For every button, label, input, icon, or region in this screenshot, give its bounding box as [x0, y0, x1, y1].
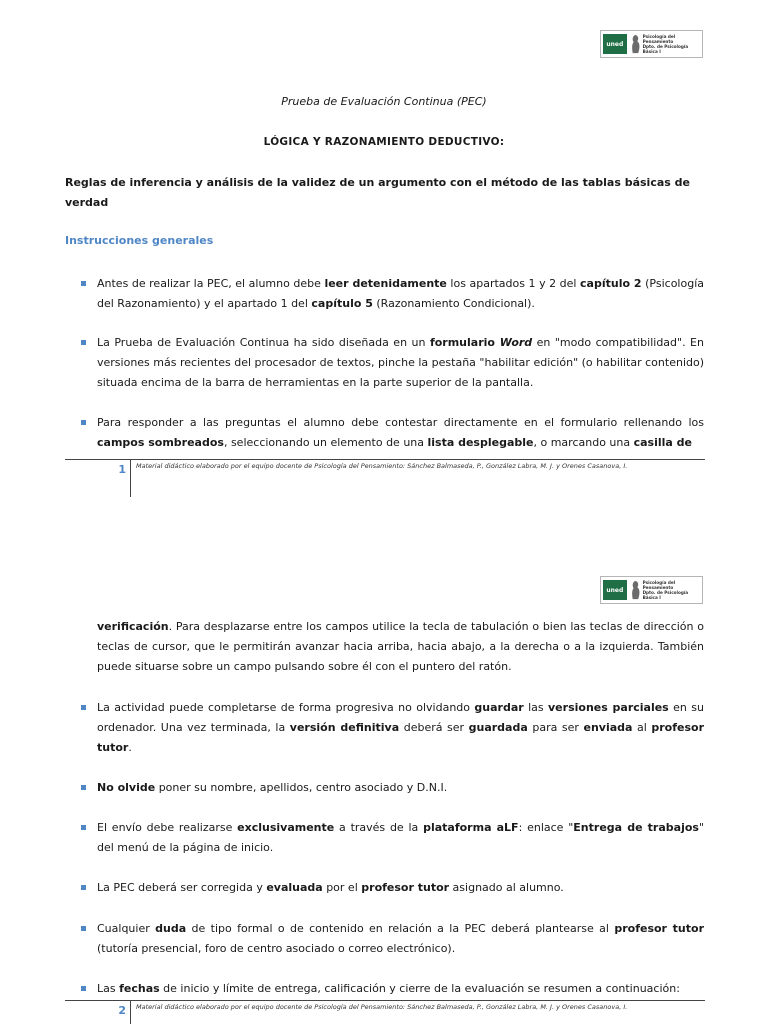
text-bold: No olvide — [97, 781, 156, 794]
text-bold: Entrega de trabajos — [573, 821, 699, 834]
instruction-item-6 — [97, 818, 704, 858]
text: (tutoría presencial, foro de centro asociado o correo electrónico). — [97, 942, 456, 955]
text: " del menú de la página de inicio. — [97, 821, 705, 854]
text: El envío debe realizarse — [97, 821, 238, 834]
bullet-square-icon — [81, 340, 86, 345]
bullet-square-icon — [81, 986, 86, 991]
thinker-figure-icon — [630, 579, 641, 601]
text: , seleccionando un elemento de una — [223, 436, 428, 449]
page-number: 2 — [118, 1004, 126, 1017]
footer-vertical-divider — [130, 459, 131, 497]
bullet-square-icon — [81, 926, 86, 931]
text: deberá ser — [399, 721, 469, 734]
text: de inicio y límite de entrega, calificación y cierre de la evaluación se resumen a continuación: — [159, 982, 680, 995]
text: en "modo compatibilidad". En versiones más recientes del procesador de textos, pinche la pestaña "habilitar edición" (o habilitar contenido) situada encima de la barra de herramientas en la parte superior de la pantalla. — [97, 336, 704, 389]
instruction-item-1 — [97, 274, 704, 314]
text: Las — [97, 982, 120, 995]
text: asignado al alumno. — [449, 881, 564, 894]
pec-title: Prueba de Evaluación Continua (PEC) — [281, 95, 487, 108]
instruction-item-2 — [97, 333, 704, 393]
instruction-item-3-continued — [97, 617, 704, 677]
logo-line-2: Dpto. de Psicología Básica I — [642, 44, 689, 54]
text-bold: profesor tutor — [97, 721, 704, 754]
text-bold: campos sombreados — [97, 436, 224, 449]
bullet-square-icon — [81, 281, 86, 286]
text-bold: plataforma aLF — [423, 821, 519, 834]
text-bold: evaluada — [266, 881, 323, 894]
text-bold: fechas — [119, 982, 160, 995]
logo-department-text — [643, 580, 702, 600]
bullet-square-icon — [81, 705, 86, 710]
text-bold: guardada — [468, 721, 528, 734]
instruction-item-8 — [97, 919, 704, 959]
text: a través de la — [334, 821, 424, 834]
text: para ser — [527, 721, 584, 734]
footer-credit: Material didáctico elaborado por el equipo docente de Psicología del Pensamiento: Sánchez Balmaseda, P., González Labra, M. J. y Orenes Casanova, I. — [136, 1003, 628, 1011]
text-bold: casilla de — [633, 436, 692, 449]
text: (Razonamiento Condicional). — [372, 297, 535, 310]
uned-logo — [600, 30, 703, 58]
instruction-item-7 — [97, 878, 704, 898]
bullet-square-icon — [81, 885, 86, 890]
document-page-2 — [0, 570, 768, 1024]
text: las — [523, 701, 549, 714]
text-bold: verificación — [97, 620, 169, 633]
logo-line-2: Dpto. de Psicología Básica I — [642, 590, 689, 600]
text: , o marcando una — [533, 436, 634, 449]
instruction-item-5 — [97, 778, 704, 798]
text-bold: enviada — [583, 721, 633, 734]
uned-logo — [600, 576, 703, 604]
text: (Psicología del Razonamiento) y el apartado 1 del — [97, 277, 704, 310]
text: al — [632, 721, 652, 734]
text-bold: capítulo 5 — [311, 297, 373, 310]
text-bold: profesor tutor — [614, 922, 705, 935]
text-bold: capítulo 2 — [580, 277, 642, 290]
logo-line-1: Psicología del Pensamiento — [642, 580, 676, 590]
text-bold: versión definitiva — [289, 721, 400, 734]
main-title: LÓGICA Y RAZONAMIENTO DEDUCTIVO: — [263, 136, 505, 148]
bullet-square-icon — [81, 420, 86, 425]
uned-logo-mark: uned — [603, 580, 627, 600]
footer-credit: Material didáctico elaborado por el equipo docente de Psicología del Pensamiento: Sánchez Balmaseda, P., González Labra, M. J. y Orenes Casanova, I. — [136, 462, 628, 470]
bullet-square-icon — [81, 785, 86, 790]
footer-divider — [65, 1000, 705, 1001]
text: La actividad puede completarse de forma progresiva no olvidando — [97, 701, 475, 714]
text-bold: formulario — [429, 336, 500, 349]
instruction-item-4 — [97, 698, 704, 758]
text-bold-italic: Word — [499, 336, 533, 349]
logo-department-text — [643, 34, 702, 54]
text: de tipo formal o de contenido en relación a la PEC deberá plantearse al — [186, 922, 615, 935]
page-number: 1 — [118, 463, 126, 476]
text-bold: leer detenidamente — [324, 277, 447, 290]
thinker-figure-icon — [630, 33, 641, 55]
text: . — [128, 741, 132, 754]
text: por el — [322, 881, 362, 894]
text-bold: versiones parciales — [548, 701, 669, 714]
text: La PEC deberá ser corregida y — [97, 881, 267, 894]
text: en su ordenador. Una vez terminada, la — [97, 701, 704, 734]
text: Antes de realizar la PEC, el alumno debe — [97, 277, 325, 290]
text-bold: profesor tutor — [361, 881, 450, 894]
text-bold: lista desplegable — [427, 436, 534, 449]
text: : enlace " — [518, 821, 574, 834]
instruction-item-9 — [97, 979, 704, 999]
text: Para responder a las preguntas el alumno debe contestar directamente en el formulario rellenando los — [97, 416, 704, 429]
bullet-square-icon — [81, 825, 86, 830]
footer-vertical-divider — [130, 1000, 131, 1024]
document-page-1 — [0, 0, 768, 500]
uned-logo-mark: uned — [603, 34, 627, 54]
instruction-item-3 — [97, 413, 704, 453]
text: La Prueba de Evaluación Continua ha sido diseñada en un — [97, 336, 430, 349]
text: . Para desplazarse entre los campos utilice la tecla de tabulación o bien las teclas de dirección o teclas de cursor, que le permitirán avanzar hacia arriba, hacia abajo, a la derecha o a la izquierda. También puede situarse sobre un campo pulsando sobre él con el puntero del ratón. — [97, 620, 704, 673]
text: los apartados 1 y 2 del — [446, 277, 581, 290]
document-subtitle: Reglas de inferencia y análisis de la validez de un argumento con el método de las tablas básicas de verdad — [65, 176, 690, 209]
text-bold: duda — [155, 922, 187, 935]
text-bold: guardar — [474, 701, 524, 714]
section-heading: Instrucciones generales — [65, 234, 214, 247]
text-bold: exclusivamente — [237, 821, 335, 834]
footer-divider — [65, 459, 705, 460]
text: poner su nombre, apellidos, centro asociado y D.N.I. — [155, 781, 448, 794]
text: Cualquier — [97, 922, 156, 935]
logo-line-1: Psicología del Pensamiento — [642, 34, 676, 44]
